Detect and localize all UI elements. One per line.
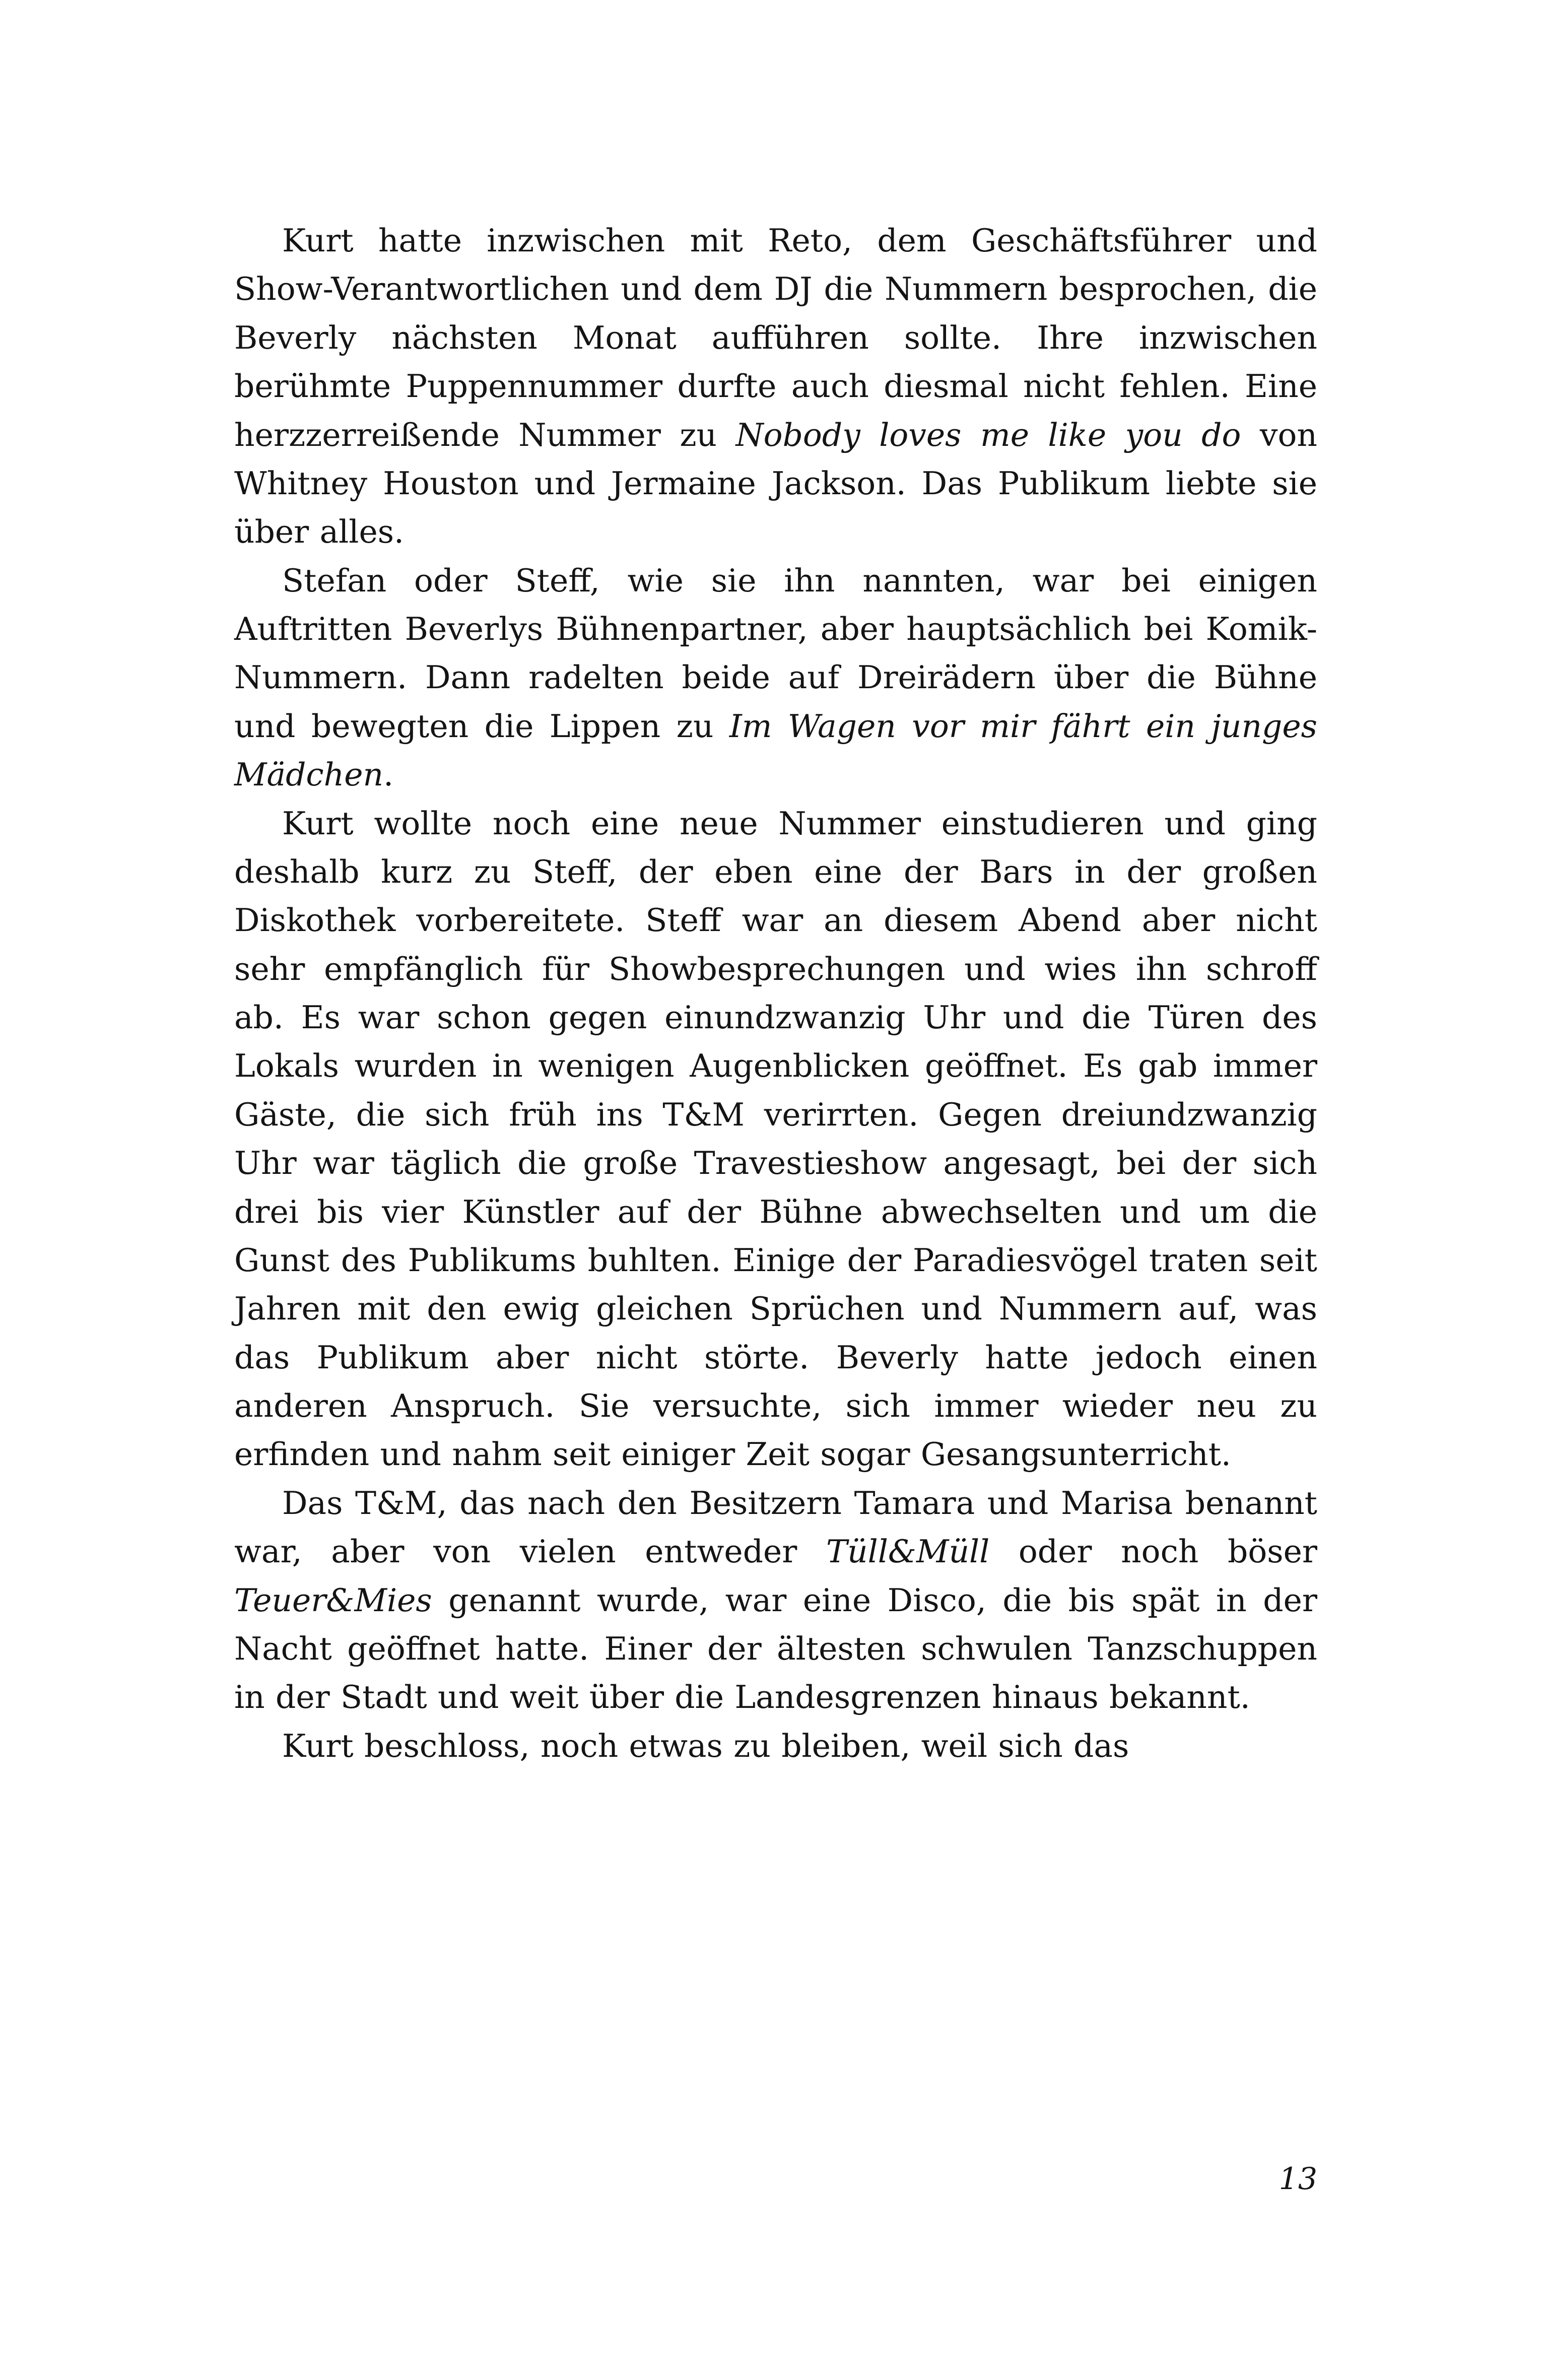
- italic-text-segment: Tüll&Müll: [826, 1533, 990, 1570]
- text-segment: Kurt beschloss, noch etwas zu bleiben, weil sich das: [282, 1727, 1129, 1764]
- text-segment: Kurt hatte inzwischen mit Reto, dem Geschäftsführer und Show-Verantwortlichen und dem DJ die Nummern besprochen, die Beverly nächsten Monat aufführen sollte. Ihre inzwischen berühmte Puppennummer durfte auch diesmal nicht fehlen. Eine herzzerreißende Nummer zu: [234, 222, 1317, 453]
- text-segment: Stefan oder Steff, wie sie ihn nannten, war bei einigen Auftritten Beverlys Bühnenpartner, aber hauptsächlich bei Komik-Nummern. Dann radelten beide auf Dreirädern über die Bühne und bewegten die Lippen zu: [234, 562, 1317, 745]
- text-block: [234, 217, 1317, 1770]
- text-segment: oder noch böser: [989, 1533, 1317, 1570]
- text-segment: .: [383, 756, 394, 794]
- page-number: 13: [1279, 2161, 1317, 2197]
- text-segment: Das T&M, das nach den Besitzern Tamara und Marisa benannt war, aber von vielen entweder: [234, 1484, 1317, 1570]
- italic-text-segment: Im Wagen vor mir fährt ein junges Mädchen: [234, 707, 1317, 794]
- text-segment: Kurt wollte noch eine neue Nummer einstudieren und ging deshalb kurz zu Steff, der eben eine der Bars in der großen Diskothek vorbereitete. Steff war an diesem Abend aber nicht sehr empfänglich für Showbesprechungen und wies ihn schroff ab. Es war schon gegen einundzwanzig Uhr und die Türen des Lokals wurden in wenigen Augenblicken geöffnet. Es gab immer Gäste, die sich früh ins T&M verirrten. Gegen dreiundzwanzig Uhr war täglich die große Travestieshow angesagt, bei der sich drei bis vier Künstler auf der Bühne abwechselten und um die Gunst des Publikums buhlten. Einige der Paradiesvögel traten seit Jahren mit den ewig gleichen Sprüchen und Nummern auf, was das Publikum aber nicht störte. Beverly hatte jedoch einen anderen Anspruch. Sie versuchte, sich immer wieder neu zu erfinden und nahm seit einiger Zeit sogar Gesangsunterricht.: [234, 805, 1317, 1473]
- text-segment: von Whitney Houston und Jermaine Jackson. Das Publikum liebte sie über alles.: [234, 416, 1317, 551]
- italic-text-segment: Teuer&Mies: [234, 1581, 432, 1619]
- paragraph: [234, 217, 1317, 557]
- paragraph: [234, 1479, 1317, 1722]
- paragraph: [234, 557, 1317, 800]
- text-segment: genannt wurde, war eine Disco, die bis spät in der Nacht geöffnet hatte. Einer der ältesten schwulen Tanzschuppen in der Stadt und weit über die Landesgrenzen hinaus bekannt.: [234, 1581, 1317, 1716]
- paragraph: [234, 800, 1317, 1479]
- italic-text-segment: Nobody loves me like you do: [735, 416, 1241, 453]
- paragraph: [234, 1722, 1317, 1770]
